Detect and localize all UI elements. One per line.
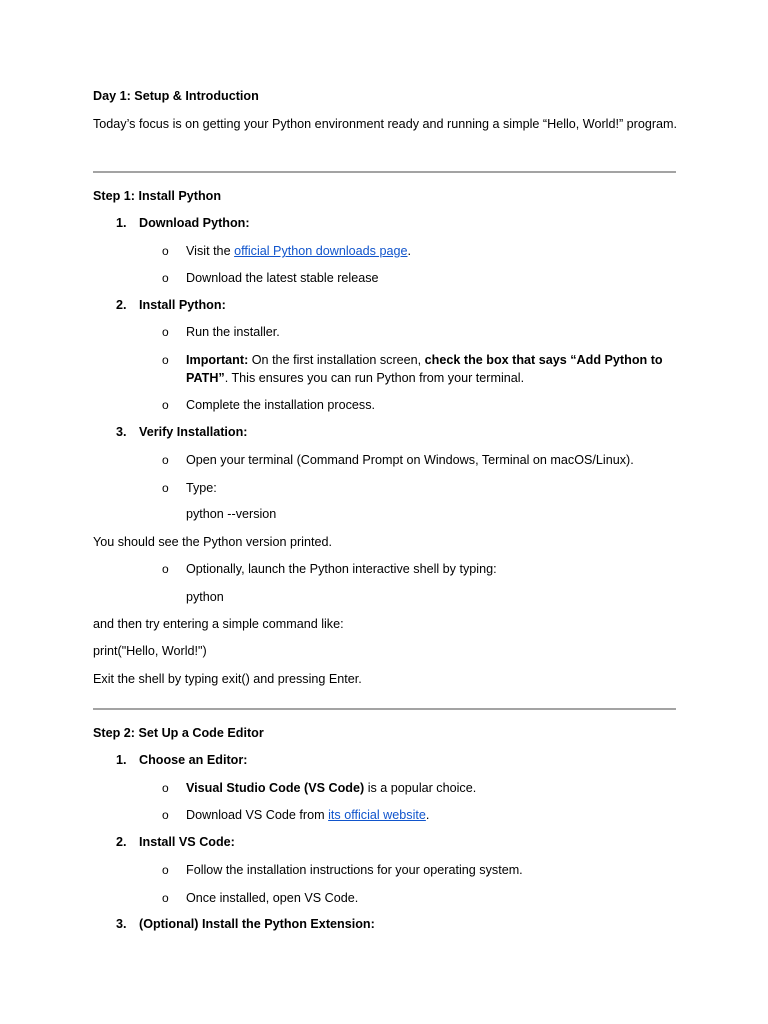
list-item <box>162 323 672 341</box>
bullet-text: Complete the installation process. <box>186 398 376 412</box>
item-label: (Optional) Install the Python Extension: <box>139 917 375 931</box>
list-item <box>162 560 672 578</box>
horizontal-rule <box>93 171 676 173</box>
bullet-marker: o <box>162 891 169 905</box>
step1-item-2 <box>116 296 226 314</box>
code-python: python <box>186 590 224 604</box>
bullet-marker: o <box>162 353 169 367</box>
bullet-text: Download the latest stable release <box>186 271 379 285</box>
paragraph: You should see the Python version printed. <box>93 535 332 549</box>
bullet-bold: Visual Studio Code (VS Code) <box>186 781 365 795</box>
bullet-text-end: . <box>425 808 430 822</box>
horizontal-rule <box>93 708 676 710</box>
item-number: 2. <box>116 298 127 312</box>
list-item <box>162 451 672 469</box>
bullet-text: Once installed, open VS Code. <box>186 891 359 905</box>
bullet-text-end: . <box>407 244 411 258</box>
item-number: 3. <box>116 917 127 931</box>
bullet-text: Type: <box>186 481 217 495</box>
item-label: Install VS Code: <box>139 835 235 849</box>
step1-item-1 <box>116 214 250 232</box>
step1-heading: Step 1: Install Python <box>93 189 222 203</box>
list-item <box>162 779 672 797</box>
code-python-version: python --version <box>186 507 277 521</box>
bullet-marker: o <box>162 325 169 339</box>
paragraph: and then try entering a simple command like: <box>93 617 344 631</box>
list-item <box>162 351 672 387</box>
bullet-marker: o <box>162 562 169 576</box>
bullet-marker: o <box>162 398 169 412</box>
intro-paragraph: Today’s focus is on getting your Python environment ready and running a simple “Hello, World!” program. <box>93 117 678 131</box>
bullet-text: Visit the <box>186 244 235 258</box>
paragraph: Exit the shell by typing exit() and pressing Enter. <box>93 672 362 686</box>
bullet-marker: o <box>162 808 169 822</box>
list-item <box>162 269 672 287</box>
bullet-marker: o <box>162 863 169 877</box>
item-number: 1. <box>116 216 127 230</box>
bullet-text: Follow the installation instructions for your operating system. <box>186 863 523 877</box>
step2-item-3 <box>116 915 375 933</box>
python-downloads-link[interactable]: official Python downloads page <box>234 244 408 258</box>
list-item <box>162 806 672 824</box>
code-print: print("Hello, World!") <box>93 644 207 658</box>
item-label: Choose an Editor: <box>139 753 248 767</box>
step2-heading: Step 2: Set Up a Code Editor <box>93 726 264 740</box>
bullet-marker: o <box>162 271 169 285</box>
bullet-text: Run the installer. <box>186 325 280 339</box>
list-item <box>162 242 672 260</box>
vscode-website-link[interactable]: its official website <box>328 808 426 822</box>
doc-title: Day 1: Setup & Introduction <box>93 89 259 103</box>
item-number: 1. <box>116 753 127 767</box>
list-item <box>162 889 672 907</box>
item-number: 3. <box>116 425 127 439</box>
step2-item-1 <box>116 751 247 769</box>
bullet-text: Optionally, launch the Python interactive shell by typing: <box>186 562 497 576</box>
bullet-text: Open your terminal (Command Prompt on Windows, Terminal on macOS/Linux). <box>186 453 634 467</box>
list-item <box>162 861 672 879</box>
bullet-marker: o <box>162 481 169 495</box>
bullet-text: Download VS Code from <box>186 808 329 822</box>
list-item <box>162 396 672 414</box>
item-label: Download Python: <box>139 216 250 230</box>
item-number: 2. <box>116 835 127 849</box>
bullet-marker: o <box>162 453 169 467</box>
bullet-text: On the first installation screen, <box>248 353 425 367</box>
bullet-text: is a popular choice. <box>364 781 477 795</box>
item-label: Verify Installation: <box>139 425 248 439</box>
item-label: Install Python: <box>139 298 226 312</box>
bullet-marker: o <box>162 244 169 258</box>
list-item <box>162 479 672 497</box>
bullet-bold: Important: <box>186 353 249 367</box>
step1-item-3 <box>116 423 247 441</box>
bullet-marker: o <box>162 781 169 795</box>
bullet-bold-2: check the box that says “Add Python to PATH” <box>186 353 663 385</box>
step2-item-2 <box>116 833 235 851</box>
bullet-text-2: . This ensures you can run Python from your terminal. <box>224 371 525 385</box>
